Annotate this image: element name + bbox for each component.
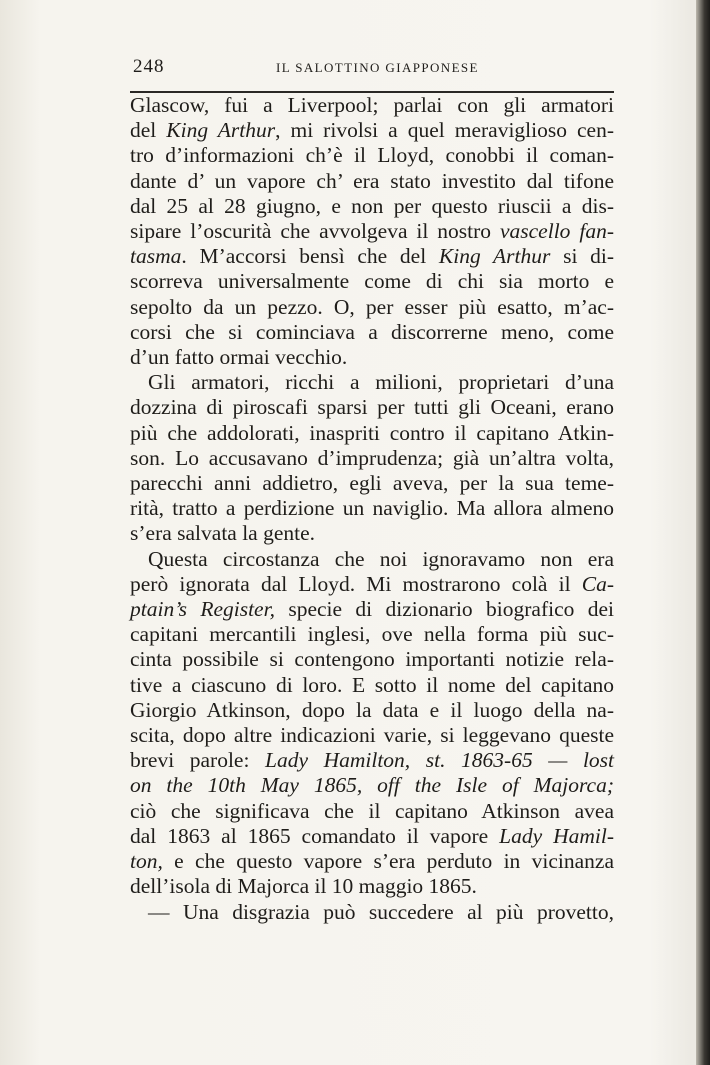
text-line bbox=[130, 496, 614, 521]
text-line bbox=[130, 320, 614, 345]
text-line bbox=[130, 471, 614, 496]
italic-text: vascello fan- bbox=[499, 219, 614, 244]
text-run: scita, dopo altre indicazioni varie, si leggevano queste bbox=[130, 723, 614, 748]
text-run: Gli armatori, ricchi a milioni, proprietari d’una bbox=[148, 370, 614, 395]
italic-text: on the 10th May 1865, off the Isle of Majorca; bbox=[130, 773, 614, 798]
text-line bbox=[130, 849, 614, 874]
text-line bbox=[130, 143, 614, 168]
text-run: dante d’ un vapore ch’ era stato investito dal tifone bbox=[130, 168, 614, 193]
italic-text: Ca- bbox=[581, 571, 614, 596]
text-line bbox=[130, 622, 614, 647]
text-run: s’era salvata la gente. bbox=[130, 521, 316, 546]
text-line bbox=[130, 773, 614, 798]
text-line bbox=[130, 723, 614, 748]
text-line bbox=[130, 446, 614, 471]
text-line bbox=[130, 824, 614, 849]
italic-text: King Arthur bbox=[438, 244, 551, 269]
text-line bbox=[130, 219, 614, 244]
text-run: si di- bbox=[550, 244, 615, 269]
text-line bbox=[130, 118, 614, 143]
text-line bbox=[130, 370, 614, 395]
text-run: Giorgio Atkinson, dopo la data e il luogo della na- bbox=[130, 697, 614, 722]
italic-text: ton, bbox=[130, 849, 163, 874]
text-run: d’un fatto ormai vecchio. bbox=[130, 345, 348, 370]
text-run: e che questo vapore s’era perduto in vicinanza bbox=[162, 849, 614, 874]
text-run: del bbox=[130, 118, 167, 143]
text-run: rità, tratto a perdizione un naviglio. Ma allora almeno bbox=[130, 496, 614, 521]
text-run: dal 1863 al 1865 comandato il vapore bbox=[130, 823, 500, 848]
text-line bbox=[130, 900, 614, 925]
text-line bbox=[130, 572, 614, 597]
text-run: più che addolorati, inaspriti contro il capitano Atkin- bbox=[130, 420, 614, 445]
text-line bbox=[130, 269, 614, 294]
text-run: però ignorata dal Lloyd. Mi mostrarono colà il bbox=[130, 571, 582, 596]
text-run: sipare l’oscurità che avvolgeva il nostro bbox=[130, 219, 500, 244]
book-spine-shadow bbox=[696, 0, 710, 1065]
text-run: tro d’informazioni ch’è il Lloyd, conobbi il coman- bbox=[130, 143, 614, 168]
italic-text: Lady Hamil- bbox=[499, 823, 614, 848]
page-header bbox=[133, 56, 613, 80]
text-run: Questa circostanza che noi ignoravamo non era bbox=[148, 546, 614, 571]
text-line bbox=[130, 244, 614, 269]
text-run: corsi che si cominciava a discorrerne meno, come bbox=[130, 319, 614, 344]
text-run: — Una disgrazia può succedere al più provetto, bbox=[148, 899, 614, 924]
text-line bbox=[130, 748, 614, 773]
text-run: capitani mercantili inglesi, ove nella forma più suc- bbox=[130, 622, 614, 647]
text-line bbox=[130, 93, 614, 118]
page-number: 248 bbox=[133, 56, 165, 77]
text-line bbox=[130, 874, 614, 899]
text-line bbox=[130, 521, 614, 546]
text-line bbox=[130, 421, 614, 446]
text-run: dell’isola di Majorca il 10 maggio 1865. bbox=[130, 874, 477, 899]
text-line bbox=[130, 673, 614, 698]
text-line bbox=[130, 799, 614, 824]
text-run: ciò che significava che il capitano Atkinson avea bbox=[130, 798, 614, 823]
text-line bbox=[130, 295, 614, 320]
text-line bbox=[130, 345, 614, 370]
text-run: dozzina di piroscafi sparsi per tutti gli Oceani, erano bbox=[130, 395, 614, 420]
italic-text: King Arthur bbox=[166, 118, 276, 143]
text-run: dal 25 al 28 giugno, e non per questo riuscii a dis- bbox=[130, 193, 614, 218]
text-run: parecchi anni addietro, egli aveva, per la sua teme- bbox=[130, 471, 614, 496]
italic-text: tasma bbox=[130, 244, 182, 269]
text-run: cinta possibile si contengono importanti notizie rela- bbox=[130, 647, 614, 672]
text-run: brevi parole: bbox=[130, 748, 266, 773]
text-run: , mi rivolsi a quel meraviglioso cen- bbox=[275, 118, 614, 143]
text-run: specie di dizionario biografico dei bbox=[274, 597, 615, 622]
text-line bbox=[130, 698, 614, 723]
text-line bbox=[130, 647, 614, 672]
body-text bbox=[130, 93, 614, 925]
text-line bbox=[130, 597, 614, 622]
text-run: scorreva universalmente come di chi sia morto e bbox=[130, 269, 614, 294]
italic-text: Lady Hamilton, st. 1863-65 — lost bbox=[265, 748, 615, 773]
text-line bbox=[130, 395, 614, 420]
text-run: tive a ciascuno di loro. E sotto il nome del capitano bbox=[130, 672, 614, 697]
text-line bbox=[130, 547, 614, 572]
text-run: Glascow, fui a Liverpool; parlai con gli armatori bbox=[130, 93, 614, 117]
text-line bbox=[130, 194, 614, 219]
italic-text: ptain’s Register, bbox=[130, 597, 275, 622]
running-title: IL SALOTTINO GIAPPONESE bbox=[276, 60, 479, 75]
text-run: son. Lo accusavano d’imprudenza; già un’altra volta, bbox=[130, 445, 614, 470]
text-run: sepolto da un pezzo. O, per esser più esatto, m’ac- bbox=[130, 294, 614, 319]
text-run: . M’accorsi bensì che del bbox=[181, 244, 439, 269]
text-line bbox=[130, 169, 614, 194]
